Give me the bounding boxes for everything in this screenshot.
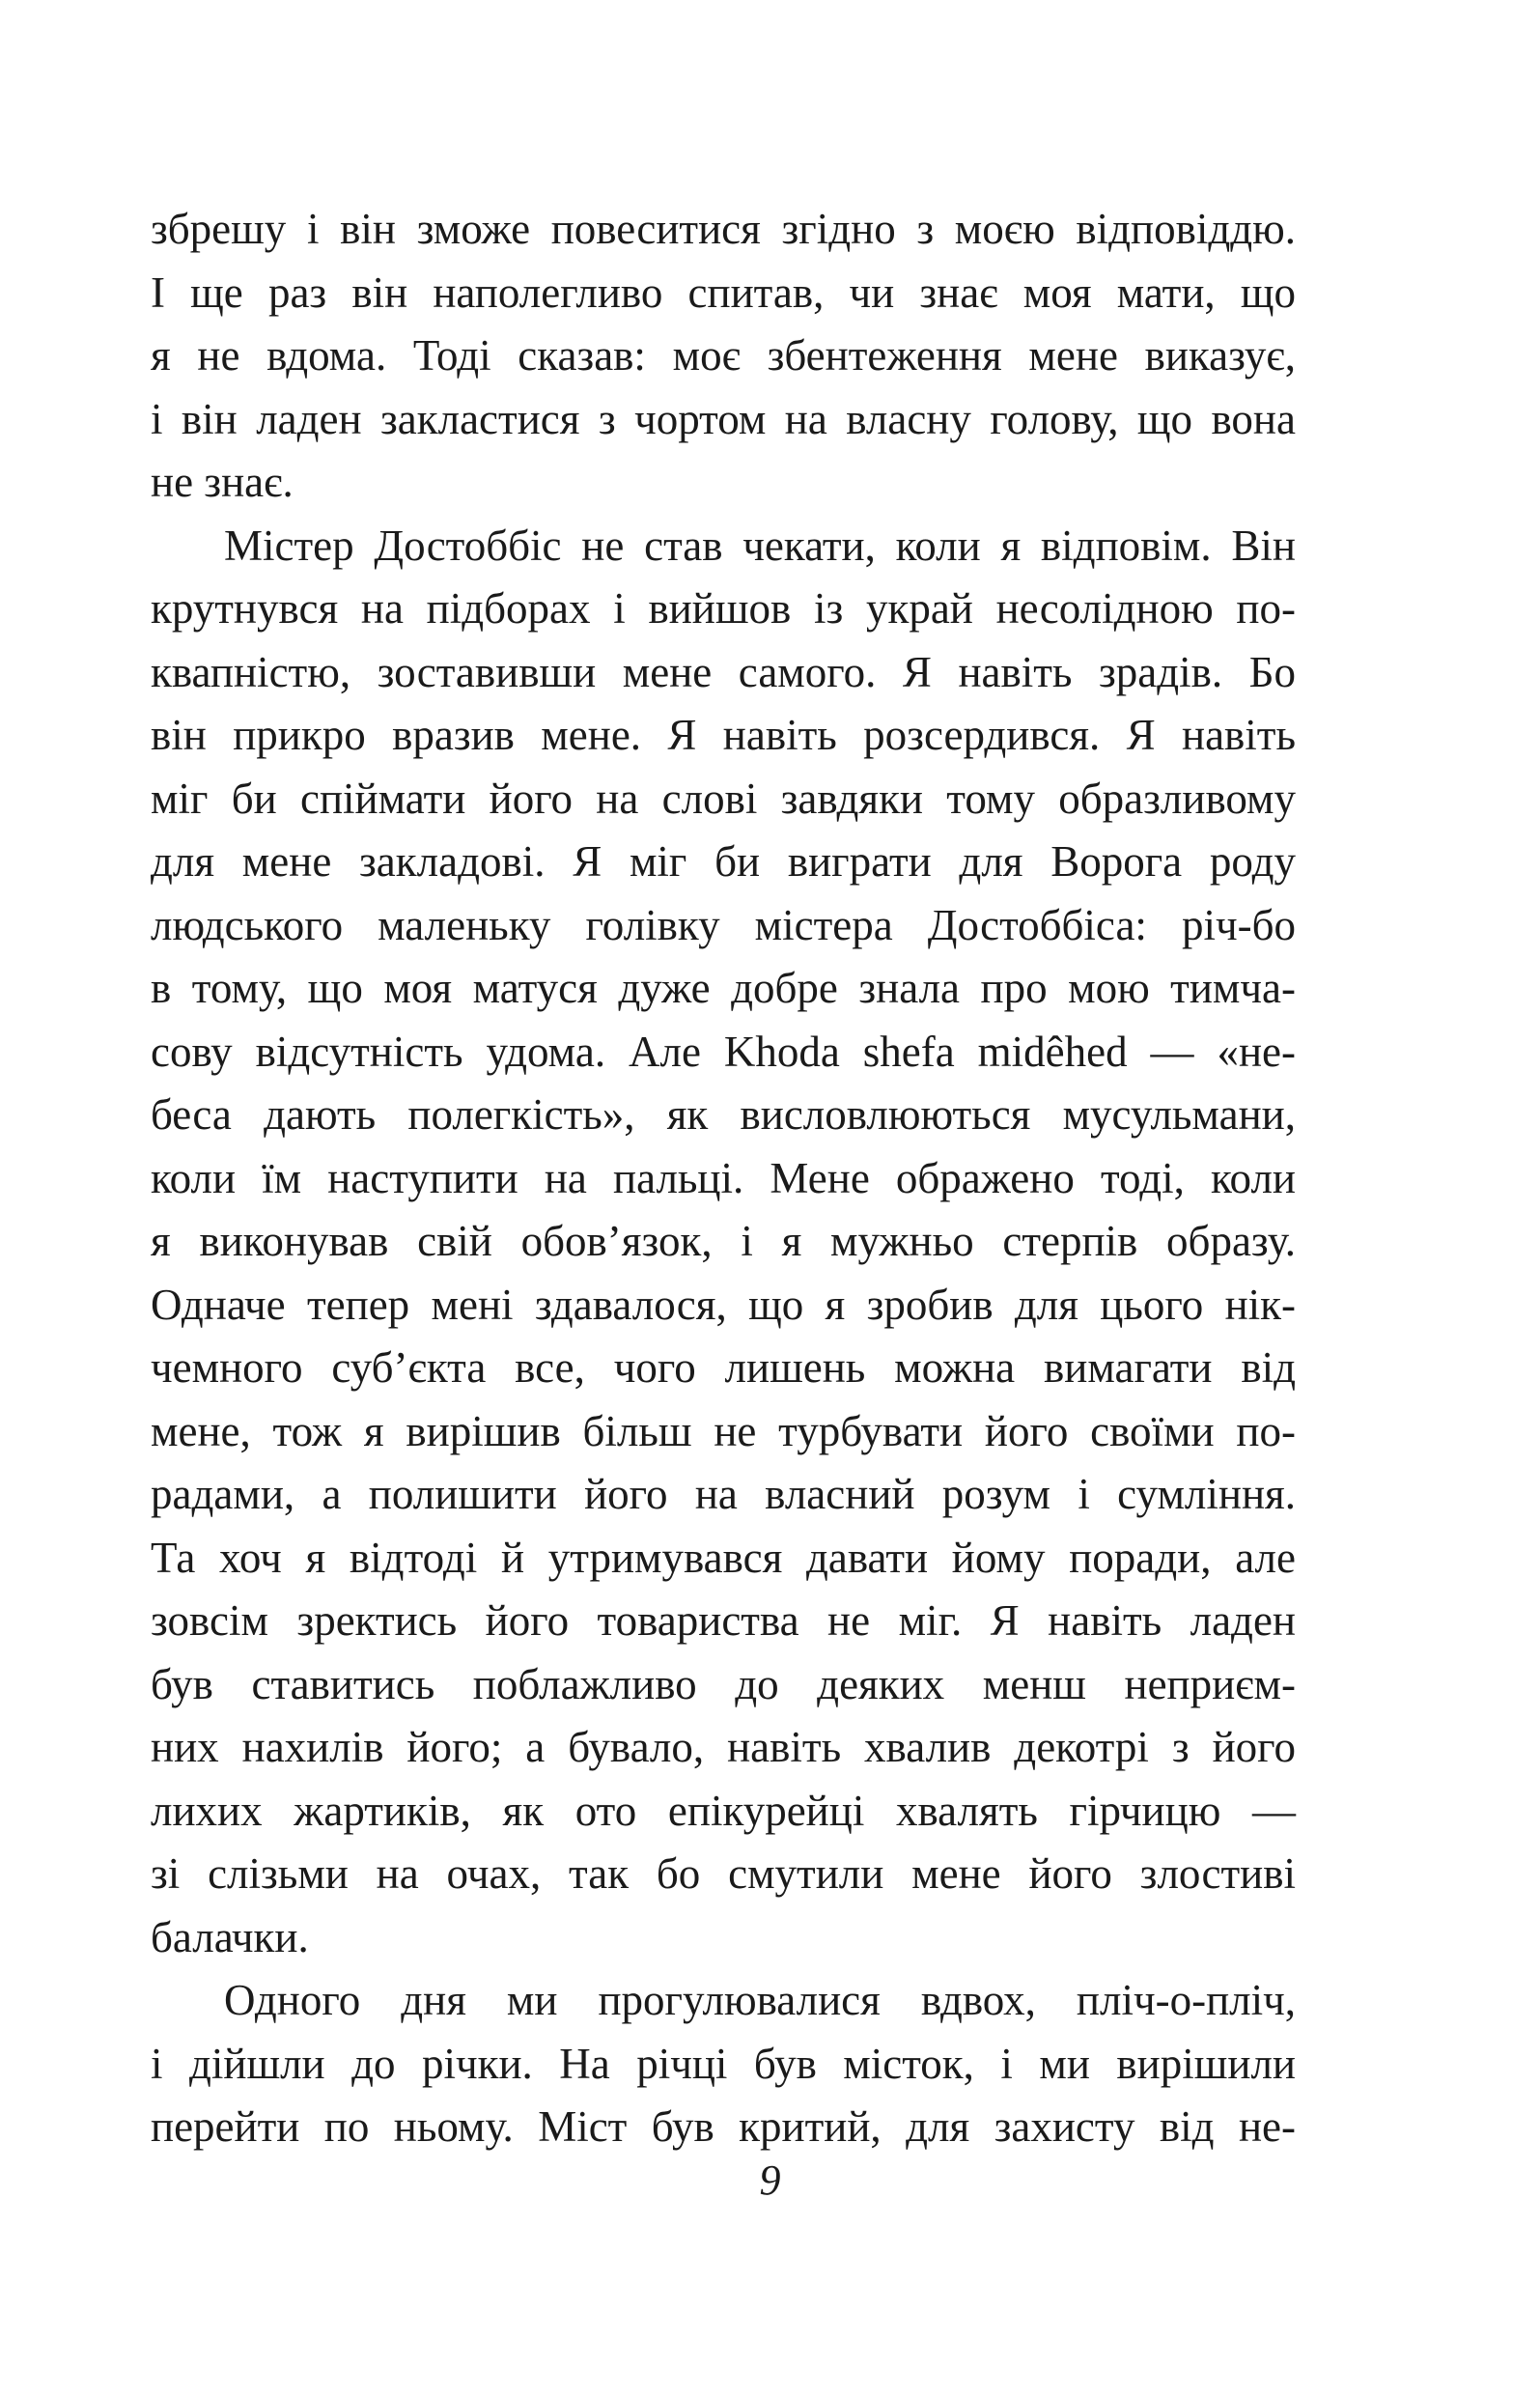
text-line: і дійшли до річки. На річці був місток, і ми вирішили — [151, 2039, 1296, 2088]
text-line: перейти по ньому. Міст був критий, для захисту від не- — [151, 2102, 1296, 2151]
text-line: беса дають полегкість», як висловлюються мусульмани, — [151, 1090, 1296, 1139]
text-line: для мене закладові. Я міг би виграти для Ворога роду — [151, 837, 1296, 886]
text-line: них нахилів його; а бувало, навіть хвалив декотрі з його — [151, 1723, 1296, 1771]
text-line: і він ладен закластися з чортом на власну голову, що вона — [151, 394, 1296, 443]
text-line: не знає. — [151, 458, 294, 506]
text-line: він прикро вразив мене. Я навіть розсердився. Я навіть — [151, 711, 1296, 759]
text-line: балачки. — [151, 1912, 309, 1961]
text-line: в тому, що моя матуся дуже добре знала про мою тимча- — [151, 964, 1296, 1012]
text-line: я виконував свій обов’язок, і я мужньо стерпів образу. — [151, 1217, 1296, 1265]
text-line: сову відсутність удома. Але Khoda shefa midêhed — «не- — [151, 1027, 1296, 1076]
page-number: 9 — [759, 2156, 781, 2204]
text-line: людського маленьку голівку містера Достоббіса: річ-бо — [151, 900, 1296, 949]
text-line: лихих жартиків, як ото епікурейці хвалять гірчицю — — [151, 1786, 1296, 1835]
text-line: міг би спіймати його на слові завдяки тому образливому — [151, 774, 1296, 823]
body-text — [151, 198, 1296, 2159]
text-line: Та хоч я відтоді й утримувався давати йому поради, але — [151, 1533, 1296, 1582]
text-line: збрешу і він зможе повеситися згідно з моєю відповіддю. — [151, 205, 1296, 253]
text-line: зовсім зректись його товариства не міг. Я навіть ладен — [151, 1596, 1296, 1645]
text-line: квапністю, зоставивши мене самого. Я навіть зрадів. Бо — [151, 647, 1296, 696]
text-line: чемного суб’єкта все, чого лишень можна вимагати від — [151, 1343, 1296, 1392]
text-line: Містер Достоббіс не став чекати, коли я відповім. Він — [224, 521, 1296, 570]
text-line: Одначе тепер мені здавалося, що я зробив для цього нік- — [151, 1280, 1296, 1329]
text-line: зі слізьми на очах, так бо смутили мене його злостиві — [151, 1849, 1296, 1898]
text-line: Одного дня ми прогулювалися вдвох, пліч-о-пліч, — [224, 1976, 1296, 2024]
text-line: був ставитись поблажливо до деяких менш неприєм- — [151, 1659, 1296, 1708]
text-line: крутнувся на підборах і вийшов із украй несолідною по- — [151, 584, 1296, 633]
text-line: мене, тож я вирішив більш не турбувати його своїми по- — [151, 1406, 1296, 1455]
text-line: І ще раз він наполегливо спитав, чи знає моя мати, що — [151, 268, 1296, 317]
text-line: коли їм наступити на пальці. Мене ображено тоді, коли — [151, 1153, 1296, 1202]
text-line: радами, а полишити його на власний розум і сумління. — [151, 1470, 1296, 1518]
text-line: я не вдома. Тоді сказав: моє збентеження мене виказує, — [151, 331, 1296, 380]
